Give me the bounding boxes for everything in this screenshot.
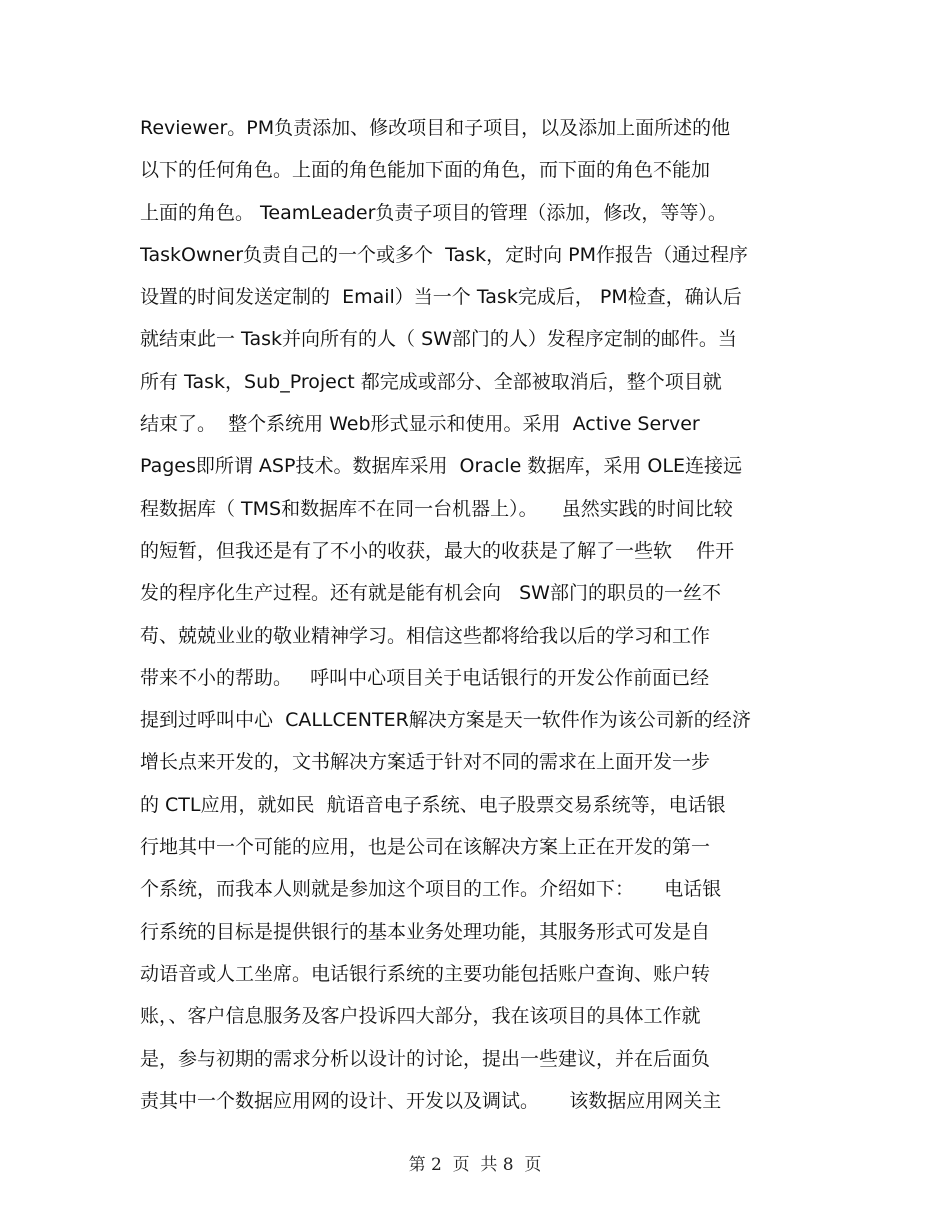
- text-line: Pages即所谓 ASP技术。数据库采用 Oracle 数据库，采用 OLE连接远: [140, 455, 742, 478]
- text-line: 所有 Task，Sub_Project 都完成或部分、全部被取消后，整个项目就: [140, 370, 722, 393]
- text-line: 带来不小的帮助。 呼叫中心项目关于电话银行的开发公作前面已经: [140, 666, 710, 689]
- text-line: 上面的角色。 TeamLeader负责子项目的管理（添加，修改，等等）。: [140, 201, 727, 224]
- text-line: 行地其中一个可能的应用，也是公司在该解决方案上正在开发的第一: [140, 836, 711, 859]
- text-line: 程数据库（ TMS和数据库不在同一台机器上）。 虽然实践的时间比较: [140, 497, 733, 520]
- text-line: 增长点来开发的，文书解决方案适于针对不同的需求在上面开发一步: [140, 751, 711, 774]
- text-line: Reviewer。PM负责添加、修改项目和子项目，以及添加上面所述的他: [140, 117, 731, 139]
- page-footer: 第 2 页 共 8 页: [408, 1155, 542, 1175]
- text-line: 提到过呼叫中心 CALLCENTER解决方案是天一软件作为该公司新的经济: [140, 709, 751, 732]
- text-line: 结束了。 整个系统用 Web形式显示和使用。采用 Active Server: [140, 413, 700, 436]
- text-line: 个系统，而我本人则就是参加这个项目的工作。介绍如下： 电话银: [140, 878, 722, 901]
- text-line: TaskOwner负责自己的一个或多个 Task，定时向 PM作报告（通过程序: [140, 243, 749, 266]
- body-text: [140, 112, 820, 1127]
- text-line: 行系统的目标是提供银行的基本业务处理功能，其服务形式可发是自: [140, 920, 711, 943]
- text-line: 以下的任何角色。上面的角色能加下面的角色，而下面的角色不能加: [140, 159, 711, 182]
- text-line: 动语音或人工坐席。电话银行系统的主要功能包括账户查询、账户转: [140, 962, 711, 985]
- text-line: 就结束此一 Task并向所有的人（ SW部门的人）发程序定制的邮件。当: [140, 328, 737, 351]
- text-line: 设置的时间发送定制的 Email）当一个 Task完成后， PM检查，确认后: [140, 286, 742, 309]
- text-line: 的短暂，但我还是有了不小的收获，最大的收获是了解了一些软 件开: [140, 539, 735, 562]
- text-line: 的 CTL应用，就如民 航语音电子系统、电子股票交易系统等，电话银: [140, 793, 726, 816]
- text-line: 责其中一个数据应用网的设计、开发以及调试。 该数据应用网关主: [140, 1089, 722, 1112]
- text-line: 发的程序化生产过程。还有就是能有机会向 SW部门的职员的一丝不: [140, 582, 721, 605]
- text-line: 苟、兢兢业业的敬业精神学习。相信这些都将给我以后的学习和工作: [140, 624, 711, 647]
- text-line: 是，参与初期的需求分析以设计的讨论，提出一些建议，并在后面负: [140, 1047, 711, 1070]
- text-line: 账，、客户信息服务及客户投诉四大部分，我在该项目的具体工作就: [140, 1005, 701, 1028]
